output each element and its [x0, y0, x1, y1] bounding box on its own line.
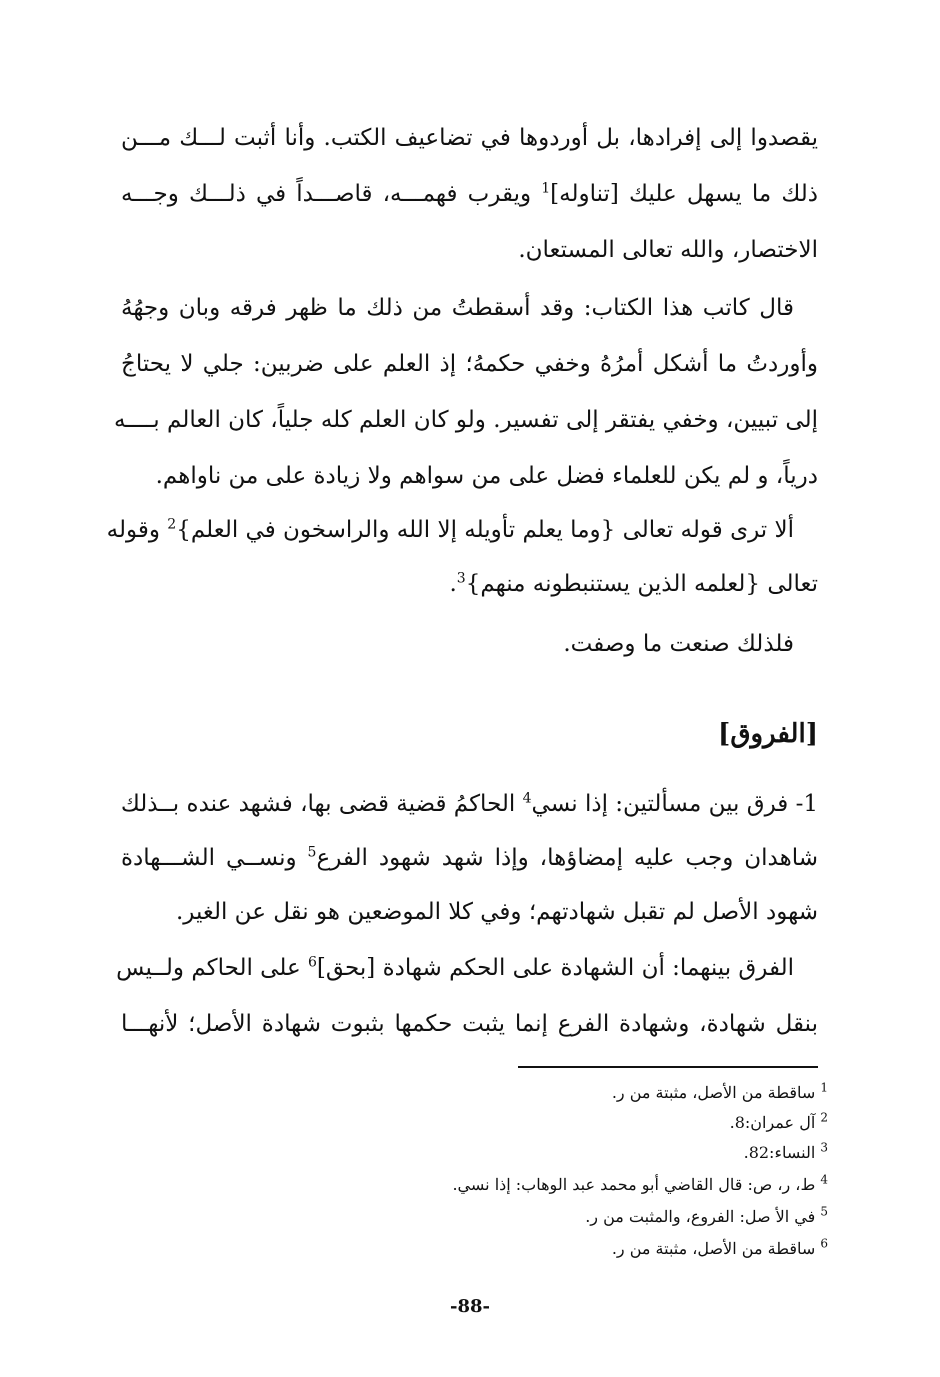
footnote-ref: 5: [307, 844, 317, 861]
text-line: ألا ترى قوله تعالى {وما يعلم تأويله إلا الله والراسخون في العلم}$^2$ وقوله: [106, 516, 794, 543]
text-line: الاختصار، والله تعالى المستعان.: [518, 237, 818, 263]
text-line: يقصدوا إلى إفرادها، بل أوردوها في تضاعيف الكتب. وأنا أثبت لـــك مـــن: [121, 125, 818, 151]
text-line: إلى تبيين، وخفي يفتقر إلى تفسير. ولو كان العلم كله جلياً، كان العالم بــــه: [114, 407, 818, 433]
text-line: وأوردتُ ما أشكل أمرُهُ وخفي حكمهُ؛ إذ العلم على ضربين: جلي لا يحتاجُ: [121, 351, 818, 377]
text-line: بنقل شهادة، وشهادة الفرع إنما يثبت حكمها بثبوت شهادة الأصل؛ لأنهـــا: [121, 1011, 818, 1037]
footnote: $^4$ ط، ر، ص: قال القاضي أبو محمد عبد الوهاب: إذا نسي.: [452, 1172, 828, 1194]
footnote-separator: [518, 1066, 818, 1068]
footnote-ref: 4: [522, 790, 532, 807]
footnote: $^3$ النساء:82.: [743, 1140, 828, 1162]
section-heading: [الفروق]: [718, 719, 818, 749]
text-line: ذلك ما يسهل عليك [تناوله]$^1$ ويقرب فهمـــه، قاصـــداً في ذلـــك وجـــه: [121, 180, 818, 207]
text-line: شاهدان وجب عليه إمضاؤها، وإذا شهد شهود الفرع$^5$ ونســي الشـــهادة: [121, 844, 819, 871]
footnote: $^1$ ساقطة من الأصل، مثبتة من ر.: [611, 1080, 828, 1102]
text-line: الفرق بينهما: أن الشهادة على الحكم شهادة [بحق]$^6$ على الحاكم ولــيس: [116, 954, 794, 981]
footnote: $^2$ آل عمران:8.: [729, 1110, 828, 1132]
text-line: 1- فرق بين مسألتين: إذا نسي$^4$ الحاكمُ قضية قضى بها، فشهد عنده بــذلك: [120, 790, 818, 817]
text-line: شهود الأصل لم تقبل شهادتهم؛ وفي كلا الموضعين هو نقل عن الغير.: [175, 899, 818, 925]
text-line: درياً، و لم يكن للعلماء فضل على من سواهم ولا زيادة على من ناواهم.: [155, 463, 818, 489]
text-line: قال كاتب هذا الكتاب: وقد أسقطتُ من ذلك ما ظهر فرقه وبان وجهُهُ: [121, 295, 794, 321]
text-line: فلذلك صنعت ما وصفت.: [563, 631, 794, 657]
text-line: تعالى {لعلمه الذين يستنبطونه منهم}$^3$.: [449, 570, 818, 597]
footnote-ref: 3: [456, 570, 466, 587]
footnote-ref: 2: [167, 516, 177, 533]
footnote: $^6$ ساقطة من الأصل، مثبتة من ر.: [611, 1236, 828, 1258]
page-number: -88-: [450, 1296, 490, 1317]
footnote: $^5$ في الأ صل: الفروع، والمثبت من ر.: [585, 1204, 828, 1226]
footnote-ref: 1: [541, 180, 551, 197]
footnote-ref: 6: [307, 954, 317, 971]
